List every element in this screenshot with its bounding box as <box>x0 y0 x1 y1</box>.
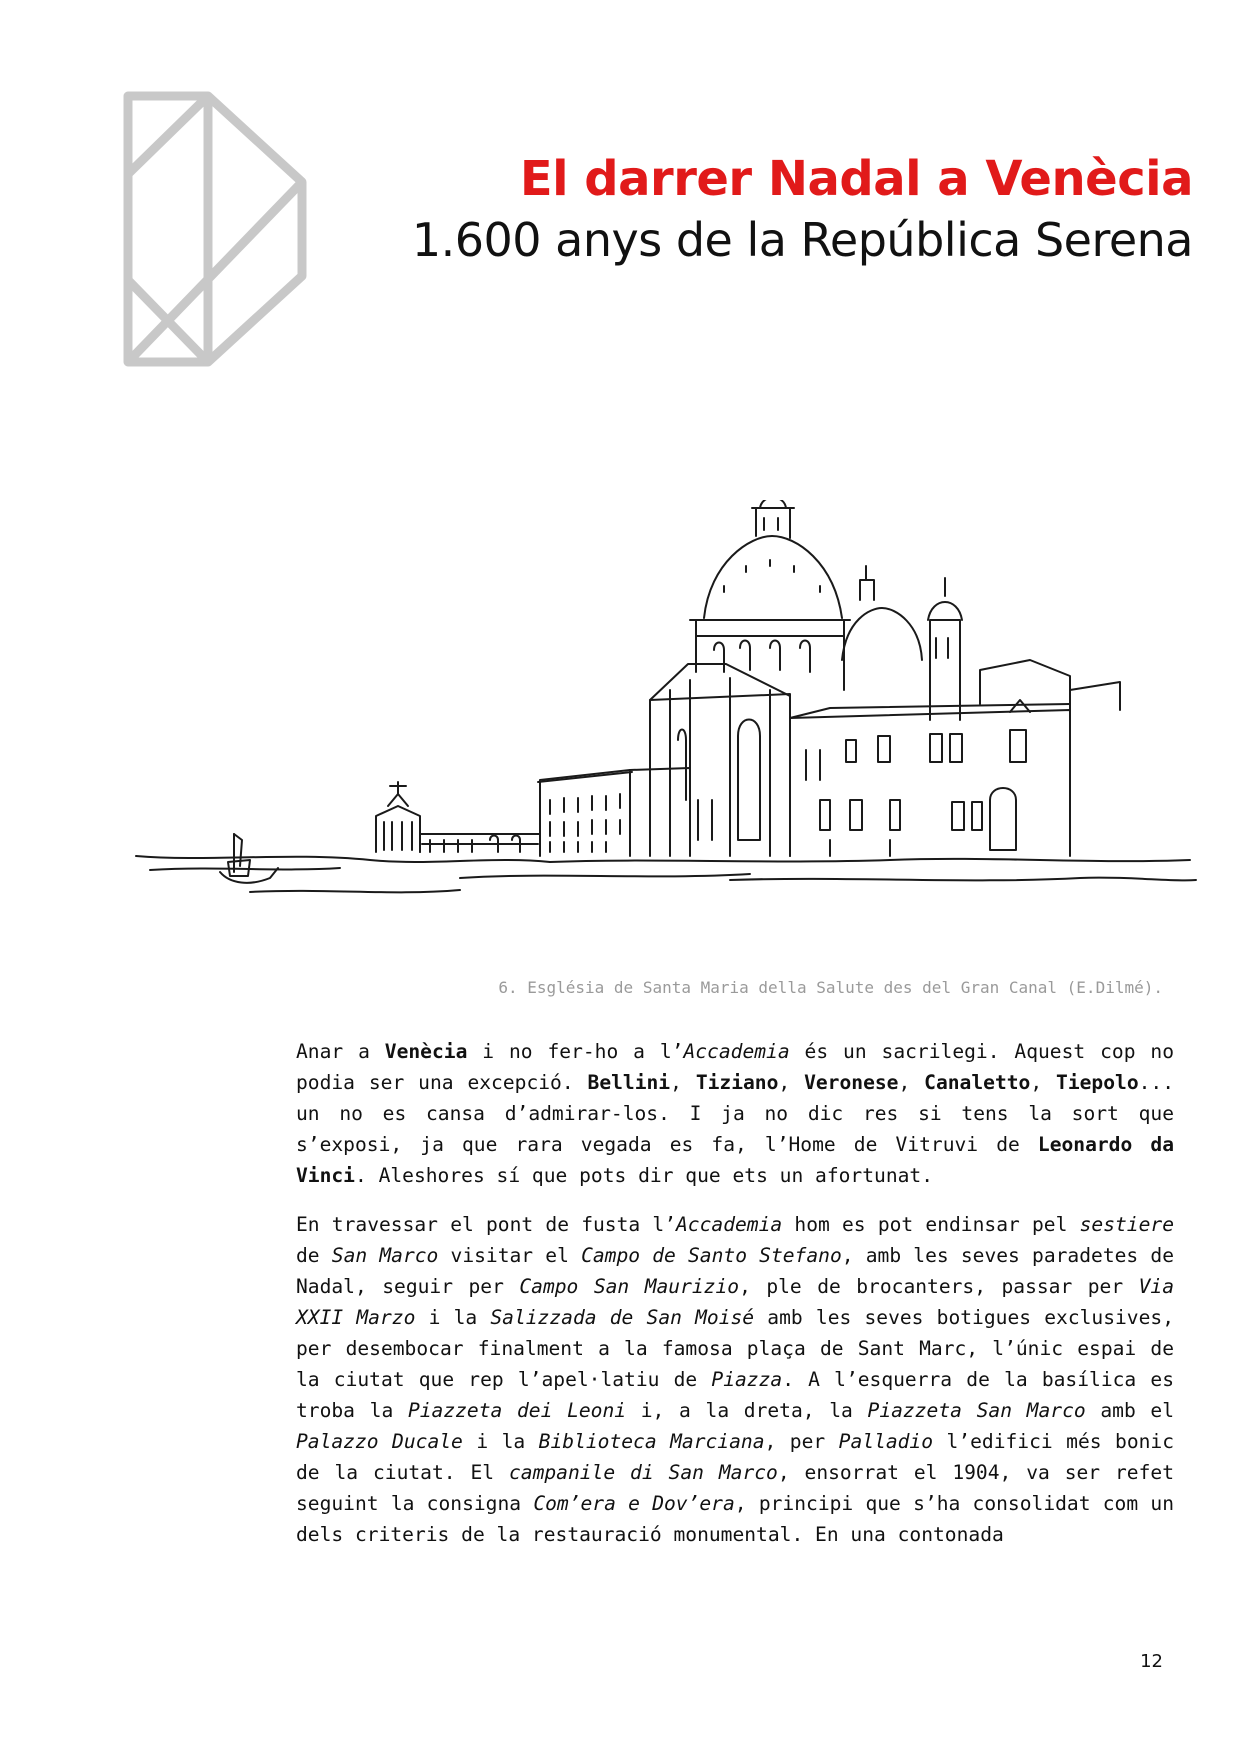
italic-term: San Marco <box>331 1244 439 1267</box>
text-run: , ensorrat el 1904, va ser refet seguint la consigna <box>296 1461 1174 1515</box>
salute-church-sketch <box>130 500 1200 930</box>
italic-term: Com’era e Dov’era <box>533 1492 735 1515</box>
text-run: i no fer-ho a l’ <box>467 1040 684 1063</box>
italic-term: sestiere <box>1079 1213 1174 1236</box>
text-run: , principi que s’ha consolidat com un dels criteris de la restauració monumental. En una contonada <box>296 1492 1175 1546</box>
italic-term: Via XXII Marzo <box>296 1275 1174 1329</box>
text-run: amb les seves botigues exclusives, per desembocar finalment a la famosa plaça de Sant Marc, l’únic espai de la ciutat que rep l’apel·latiu de <box>296 1306 1174 1391</box>
bold-term: Bellini <box>587 1071 671 1094</box>
figure-caption: 6. Església de Santa Maria della Salute des del Gran Canal (E.Dilmé). <box>498 978 1163 997</box>
bold-term: Tiziano <box>695 1071 779 1094</box>
bold-term: Leonardo da Vinci <box>296 1133 1174 1187</box>
text-run: . Aleshores sí que pots dir que ets un afortunat. <box>354 1164 934 1187</box>
italic-term: Piazza <box>711 1368 783 1391</box>
italic-term: Campo San Maurizio <box>519 1275 740 1298</box>
article-title: El darrer Nadal a Venècia <box>519 151 1193 207</box>
italic-term: Piazzeta San Marco <box>867 1399 1086 1422</box>
italic-term: Piazzeta dei Leoni <box>407 1399 627 1422</box>
text-run: , amb les seves paradetes de Nadal, seguir per <box>296 1244 1174 1298</box>
text-run: , <box>1030 1071 1057 1094</box>
text-run: ... un no es cansa d’admirar-los. I ja no dic res si tens la sort que s’exposi, ja que rara vegada es fa, l’Home de Vitruvi de <box>296 1071 1175 1156</box>
text-run: . A l’esquerra de la basílica es troba la <box>296 1368 1174 1422</box>
text-run: Anar a <box>296 1040 385 1063</box>
italic-term: Palladio <box>838 1430 934 1453</box>
italic-term: Palazzo Ducale <box>296 1430 463 1453</box>
text-run: amb el <box>1085 1399 1175 1422</box>
text-run: , <box>670 1071 696 1094</box>
text-run: i la <box>415 1306 491 1329</box>
text-run: l’edifici més bonic de la ciutat. El <box>296 1430 1175 1484</box>
text-run: hom es pot endinsar pel <box>782 1213 1080 1236</box>
text-run: és un sacrilegi. Aquest cop no podia ser una excepció. <box>296 1040 1174 1094</box>
italic-term: campanile di San Marco <box>508 1461 778 1484</box>
text-run: i, a la dreta, la <box>626 1399 868 1422</box>
text-run: , per <box>764 1430 839 1453</box>
body-paragraph-2 <box>296 1209 1174 1550</box>
bold-term: Canaletto <box>924 1071 1031 1094</box>
italic-term: Campo de Santo Stefano <box>581 1244 842 1267</box>
text-run: i la <box>462 1430 539 1453</box>
bold-term: Tiepolo <box>1056 1071 1139 1094</box>
italic-term: Biblioteca Marciana <box>538 1430 765 1453</box>
page-number: 12 <box>1140 1651 1163 1672</box>
text-run: , ple de brocanters, passar per <box>739 1275 1139 1298</box>
italic-term: Accademia <box>683 1040 790 1063</box>
publisher-logo-icon <box>120 88 310 370</box>
text-run: visitar el <box>438 1244 582 1267</box>
text-run: , <box>778 1071 805 1094</box>
article-body <box>296 1036 1174 1568</box>
text-run: , <box>898 1071 925 1094</box>
italic-term: Accademia <box>676 1213 783 1236</box>
article-subtitle: 1.600 anys de la República Serena <box>411 213 1193 267</box>
body-paragraph-1 <box>296 1036 1174 1191</box>
title-block <box>412 148 1193 270</box>
bold-term: Venècia <box>384 1040 468 1063</box>
italic-term: Salizzada de San Moisé <box>490 1306 755 1329</box>
bold-term: Veronese <box>804 1071 899 1094</box>
text-run: de <box>296 1244 332 1267</box>
text-run: En travessar el pont de fusta l’ <box>296 1213 677 1236</box>
